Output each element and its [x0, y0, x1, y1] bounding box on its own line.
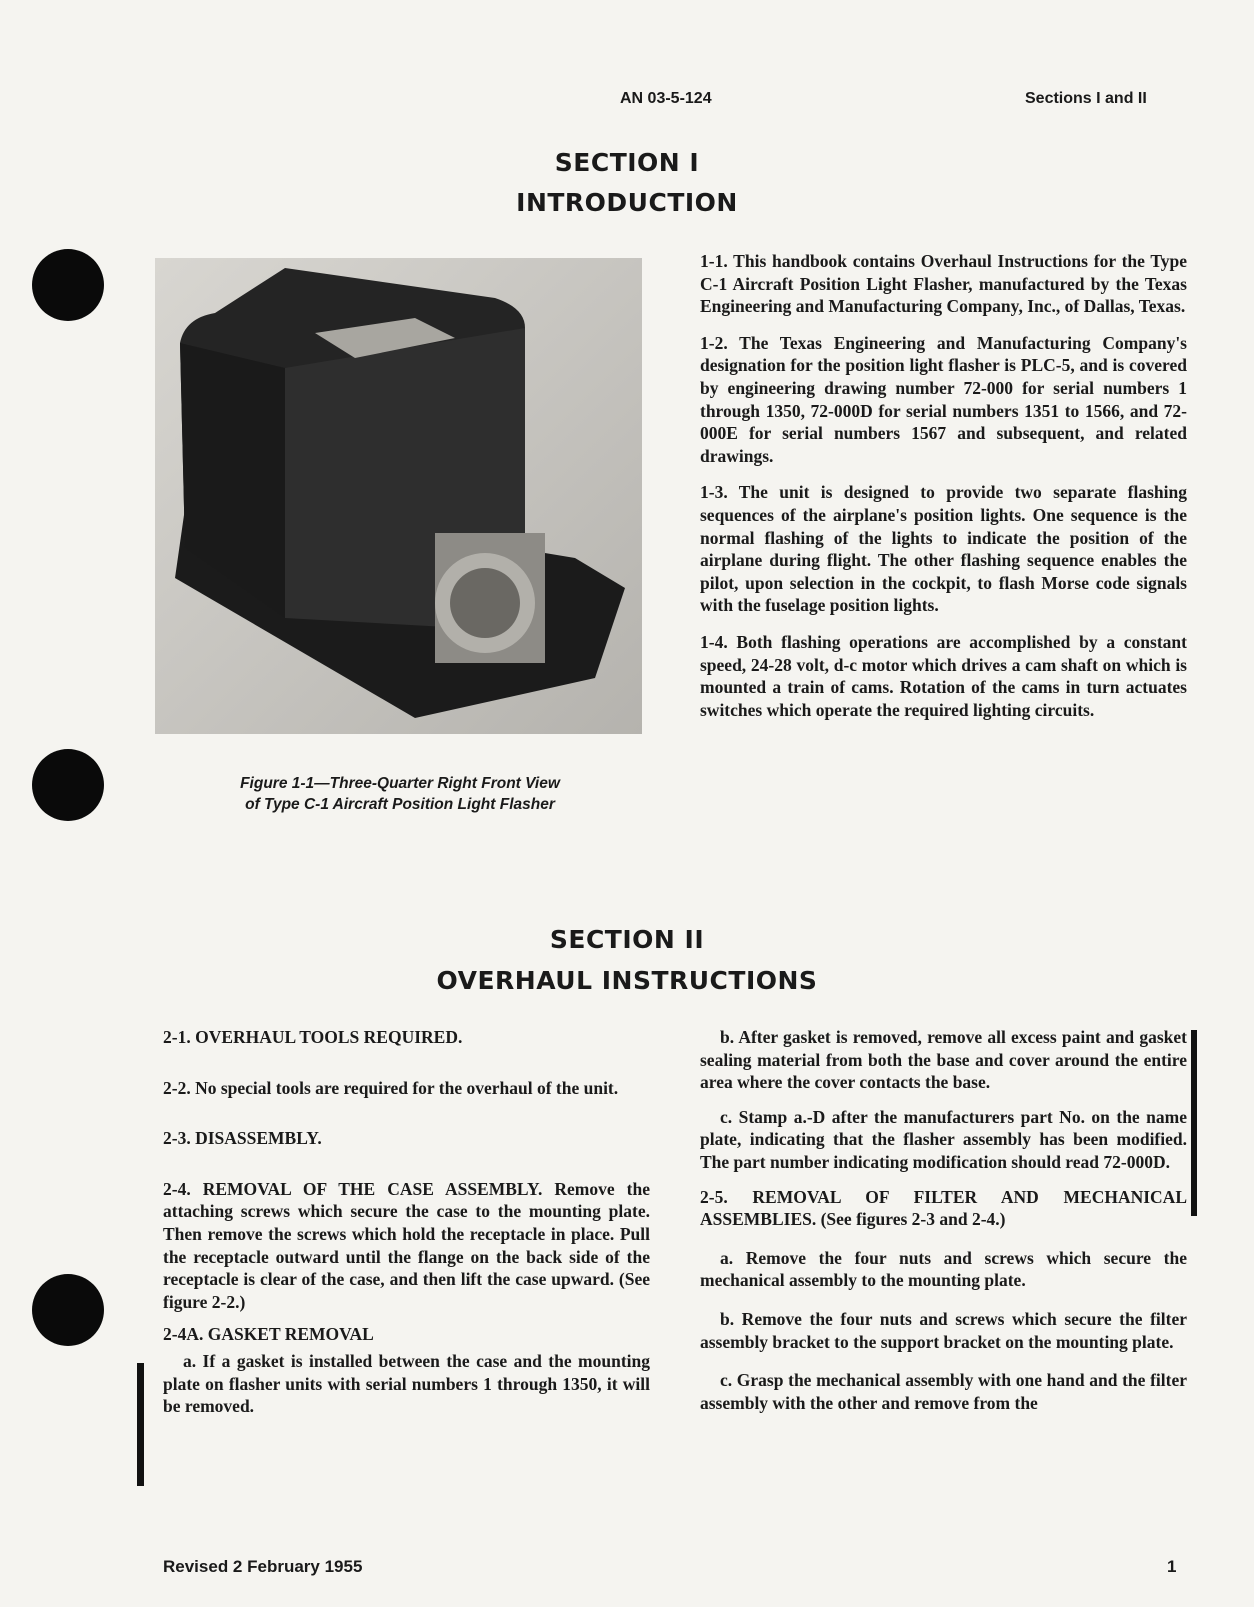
paragraph: 2-4. REMOVAL OF THE CASE ASSEMBLY. Remove the attaching screws which secure the case to the mounting plate. Then remove the screws which hold the receptacle in place. Pull the receptacle outward until the flange on the back side of the receptacle is clear of the case, and then lift the case upward. (See figure 2-2.): [163, 1178, 650, 1312]
paragraph: 2-5. REMOVAL OF FILTER AND MECHANICAL ASSEMBLIES. (See figures 2-3 and 2-4.): [700, 1186, 1187, 1230]
paragraph: c. Grasp the mechanical assembly with one hand and the filter assembly with the other and remove from the: [700, 1370, 1187, 1413]
paragraph: 1-4. Both flashing operations are accomplished by a constant speed, 24-28 volt, d-c motor which drives a cam shaft on which is mounted a train of cams. Rotation of the cams in turn actuates switches which operate the required lighting circuits.: [700, 631, 1187, 720]
punch-hole: [32, 749, 104, 821]
paragraph: b. After gasket is removed, remove all excess paint and gasket sealing material from both the base and cover around the entire area where the cover contacts the base.: [700, 1027, 1187, 1093]
intro-column: [700, 250, 1187, 735]
section-number: SECTION I: [554, 148, 700, 177]
change-bar: [1191, 1030, 1197, 1216]
section-title: INTRODUCTION: [516, 188, 738, 217]
paragraph: 1-1. This handbook contains Overhaul Instructions for the Type C-1 Aircraft Position Light Flasher, manufactured by the Texas Engineering and Manufacturing Company, Inc., of Dallas, Texas.: [700, 251, 1187, 317]
left-column: [163, 1026, 650, 1432]
figure-caption: [150, 773, 650, 815]
section-number: SECTION II: [549, 925, 705, 954]
caption-line: of Type C-1 Aircraft Position Light Flasher: [245, 796, 555, 813]
paragraph: 1-3. The unit is designed to provide two separate flashing sequences of the airplane's position lights. One sequence is the normal flashing of the lights to indicate the position of the airplane during flight. The other flashing sequence enables the pilot, upon selection in the cockpit, to flash Morse code signals with the fuselage position lights.: [700, 482, 1187, 616]
paragraph: 2-2. No special tools are required for the overhaul of the unit.: [163, 1077, 619, 1098]
flasher-photo: [155, 258, 642, 734]
punch-hole: [32, 1274, 104, 1346]
right-column: [700, 1026, 1187, 1428]
paragraph: c. Stamp a.-D after the manufacturers part No. on the name plate, indicating that the flasher assembly has been modified. The part number indicating modification should read 72-000D.: [700, 1106, 1187, 1172]
punch-hole: [32, 249, 104, 321]
header-sections: Sections I and II: [1025, 90, 1147, 107]
paragraph: b. Remove the four nuts and screws which secure the filter assembly bracket to the support bracket on the mounting plate.: [700, 1308, 1187, 1352]
section-title: OVERHAUL INSTRUCTIONS: [436, 966, 818, 995]
caption-line: Figure 1-1—Three-Quarter Right Front View: [240, 775, 560, 792]
revision-date: Revised 2 February 1955: [163, 1557, 363, 1576]
paragraph: 2-4A. GASKET REMOVAL: [163, 1324, 374, 1345]
paragraph: a. Remove the four nuts and screws which secure the mechanical assembly to the mounting plate.: [700, 1247, 1187, 1291]
paragraph: 2-3. DISASSEMBLY.: [163, 1128, 322, 1149]
paragraph: a. If a gasket is installed between the case and the mounting plate on flasher units with serial numbers 1 through 1350, it will be removed.: [163, 1350, 650, 1417]
paragraph: 2-1. OVERHAUL TOOLS REQUIRED.: [163, 1027, 463, 1047]
doc-number: AN 03-5-124: [620, 90, 712, 107]
change-bar: [137, 1363, 144, 1486]
paragraph: 1-2. The Texas Engineering and Manufacturing Company's designation for the position light flasher is PLC-5, and is covered by engineering drawing number 72-000 for serial numbers 1 through 1350, 72-000D for serial numbers 1351 to 1566, and 72-000E for serial numbers 1567 and subsequent, and related drawings.: [700, 332, 1187, 466]
page-number: 1: [1167, 1557, 1177, 1576]
